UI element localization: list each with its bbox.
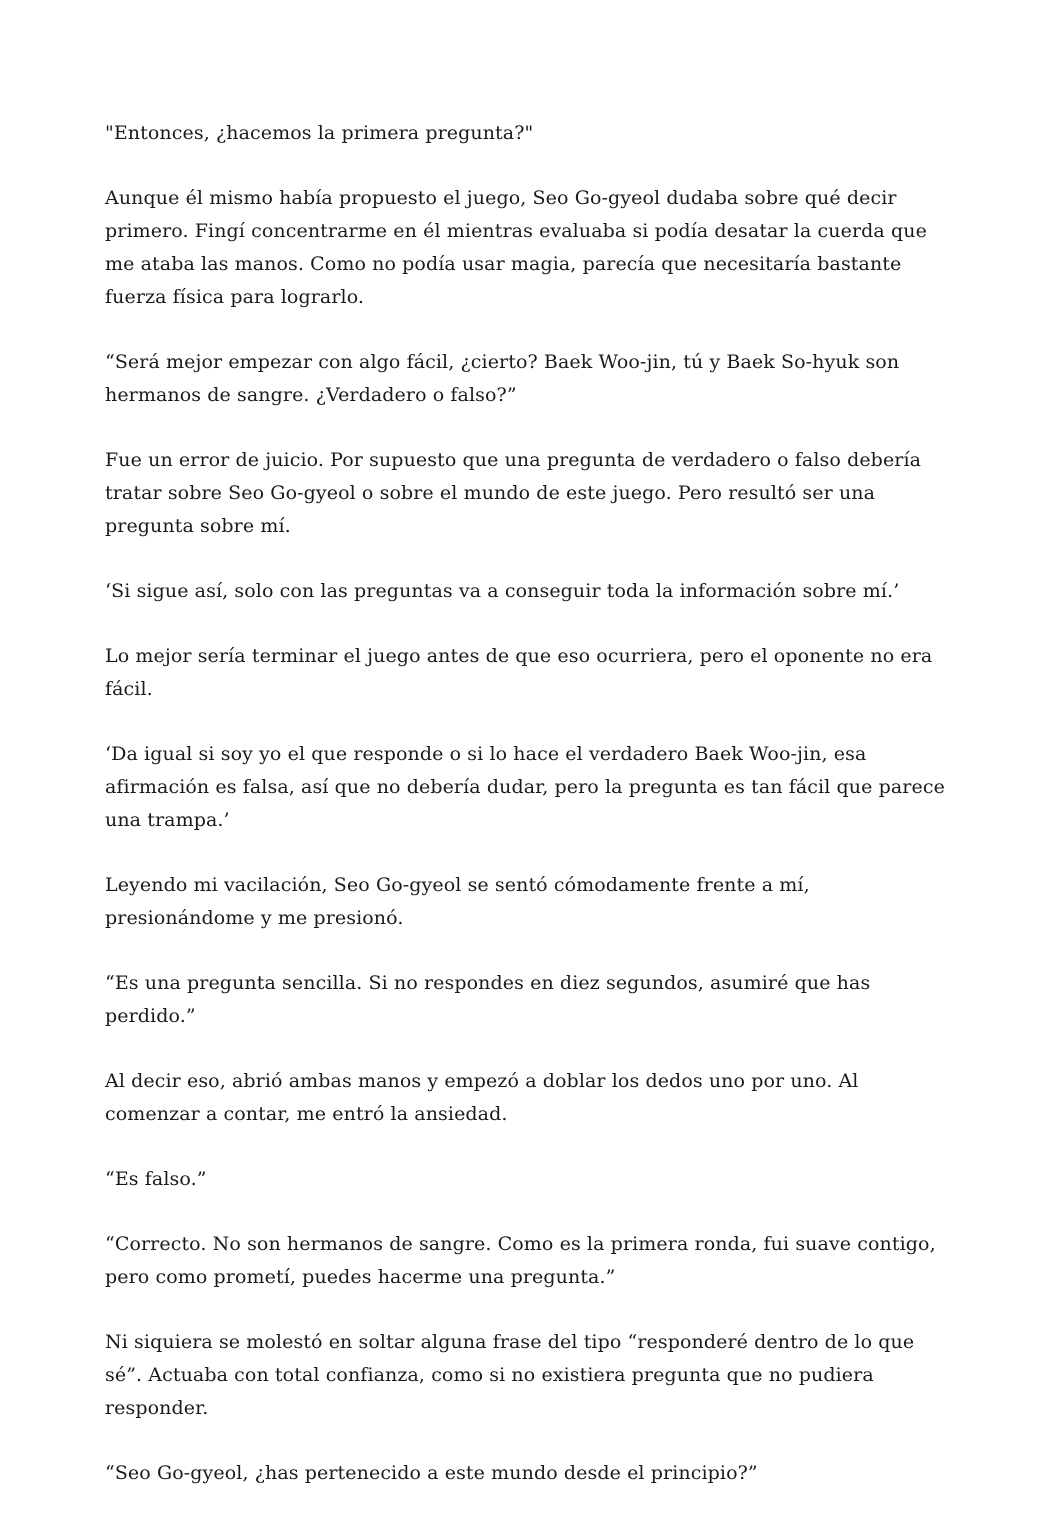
paragraph: “Correcto. No son hermanos de sangre. Como es la primera ronda, fui suave contigo, pero como prometí, puedes hacerme una pregunta.” — [105, 1233, 936, 1288]
paragraph: Ni siquiera se molestó en soltar alguna frase del tipo “responderé dentro de lo que sé”. Actuaba con total confianza, como si no existiera pregunta que no pudiera responder. — [105, 1331, 915, 1419]
paragraph: Fue un error de juicio. Por supuesto que una pregunta de verdadero o falso debería tratar sobre Seo Go-gyeol o sobre el mundo de este juego. Pero resultó ser una pregunta sobre mí. — [105, 449, 922, 537]
document-body — [105, 117, 950, 1522]
paragraph: Aunque él mismo había propuesto el juego, Seo Go-gyeol dudaba sobre qué decir primero. Fingí concentrarme en él mientras evaluaba si podía desatar la cuerda que me ataba las manos. Como no podía usar magia, parecía que necesitaría bastante fuerza física para lograrlo. — [105, 187, 927, 308]
paragraph: ‘Da igual si soy yo el que responde o si lo hace el verdadero Baek Woo-jin, esa afirmación es falsa, así que no debería dudar, pero la pregunta es tan fácil que parece una trampa.’ — [105, 743, 945, 831]
paragraph: “Será mejor empezar con algo fácil, ¿cierto? Baek Woo-jin, tú y Baek So-hyuk son hermanos de sangre. ¿Verdadero o falso?” — [105, 351, 900, 406]
paragraph: Leyendo mi vacilación, Seo Go-gyeol se sentó cómodamente frente a mí, presionándome y me presionó. — [105, 874, 810, 929]
paragraph: Lo mejor sería terminar el juego antes de que eso ocurriera, pero el oponente no era fácil. — [105, 645, 933, 700]
paragraph: “Es falso.” — [105, 1168, 207, 1190]
paragraph: Al decir eso, abrió ambas manos y empezó a doblar los dedos uno por uno. Al comenzar a contar, me entró la ansiedad. — [105, 1070, 859, 1125]
paragraph: “Seo Go-gyeol, ¿has pertenecido a este mundo desde el principio?” — [105, 1462, 758, 1484]
paragraph: “Es una pregunta sencilla. Si no respondes en diez segundos, asumiré que has perdido.” — [105, 972, 871, 1027]
paragraph: ‘Si sigue así, solo con las preguntas va a conseguir toda la información sobre mí.’ — [105, 580, 900, 602]
paragraph: "Entonces, ¿hacemos la primera pregunta?" — [105, 122, 534, 144]
